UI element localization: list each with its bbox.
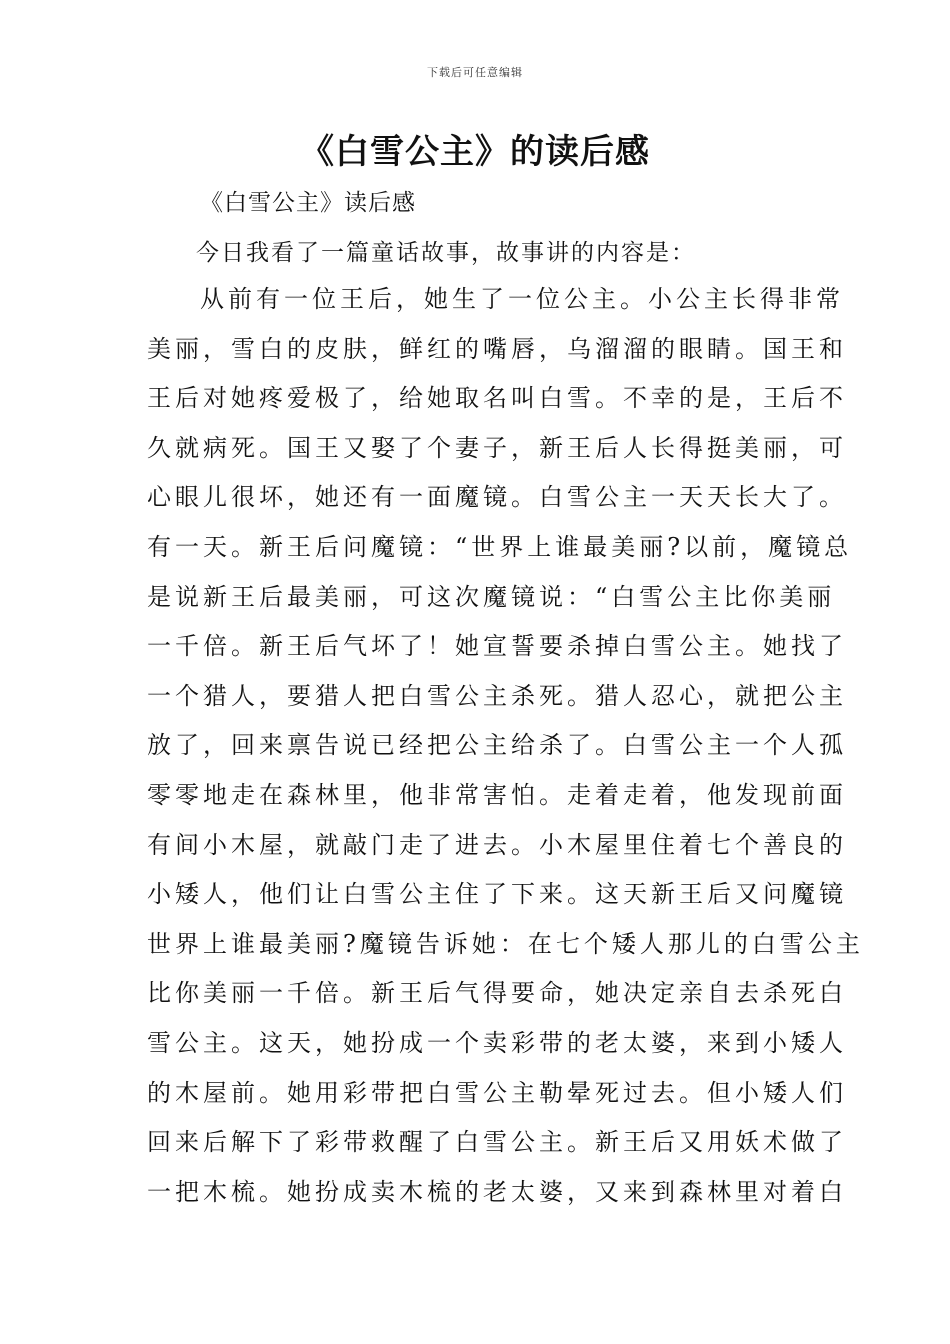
story-line: 回来后解下了彩带救醒了白雪公主。新王后又用妖术做了 <box>147 1128 847 1157</box>
story-line: 雪公主。这天，她扮成一个卖彩带的老太婆，来到小矮人 <box>147 1028 847 1057</box>
story-line: 比你美丽一千倍。新王后气得要命，她决定亲自去杀死白 <box>147 979 847 1008</box>
story-line: 世界上谁最美丽?魔镜告诉她：在七个矮人那儿的白雪公主 <box>147 929 864 958</box>
document-title: 《白雪公主》的读后感 <box>300 132 650 172</box>
story-line: 小矮人，他们让白雪公主住了下来。这天新王后又问魔镜 <box>147 880 847 909</box>
story-line: 心眼儿很坏，她还有一面魔镜。白雪公主一天天长大了。 <box>147 483 847 512</box>
story-line: 一把木梳。她扮成卖木梳的老太婆，又来到森林里对着白 <box>147 1177 847 1206</box>
story-line: 有一天。新王后问魔镜：“世界上谁最美丽?以前，魔镜总 <box>147 532 853 561</box>
story-line: 一千倍。新王后气坏了！她宣誓要杀掉白雪公主。她找了 <box>147 632 847 661</box>
story-line: 久就病死。国王又娶了个妻子，新王后人长得挺美丽，可 <box>147 433 847 462</box>
story-line: 美丽，雪白的皮肤，鲜红的嘴唇，乌溜溜的眼睛。国王和 <box>147 334 847 363</box>
intro-paragraph: 今日我看了一篇童话故事，故事讲的内容是： <box>196 240 696 266</box>
story-line: 放了，回来禀告说已经把公主给杀了。白雪公主一个人孤 <box>147 731 847 760</box>
header-note: 下载后可任意编辑 <box>427 66 523 79</box>
story-paragraph <box>147 281 864 1223</box>
story-line: 的木屋前。她用彩带把白雪公主勒晕死过去。但小矮人们 <box>147 1078 847 1107</box>
story-line: 从前有一位王后，她生了一位公主。小公主长得非常 <box>200 285 844 313</box>
story-line: 零零地走在森林里，他非常害怕。走着走着，他发现前面 <box>147 780 847 809</box>
subtitle: 《白雪公主》读后感 <box>200 190 416 216</box>
story-line: 有间小木屋，就敲门走了进去。小木屋里住着七个善良的 <box>147 830 847 859</box>
story-line: 是说新王后最美丽，可这次魔镜说：“白雪公主比你美丽 <box>147 582 836 611</box>
story-line: 王后对她疼爱极了，给她取名叫白雪。不幸的是，王后不 <box>147 384 847 413</box>
story-line: 一个猎人，要猎人把白雪公主杀死。猎人忍心，就把公主 <box>147 681 847 710</box>
